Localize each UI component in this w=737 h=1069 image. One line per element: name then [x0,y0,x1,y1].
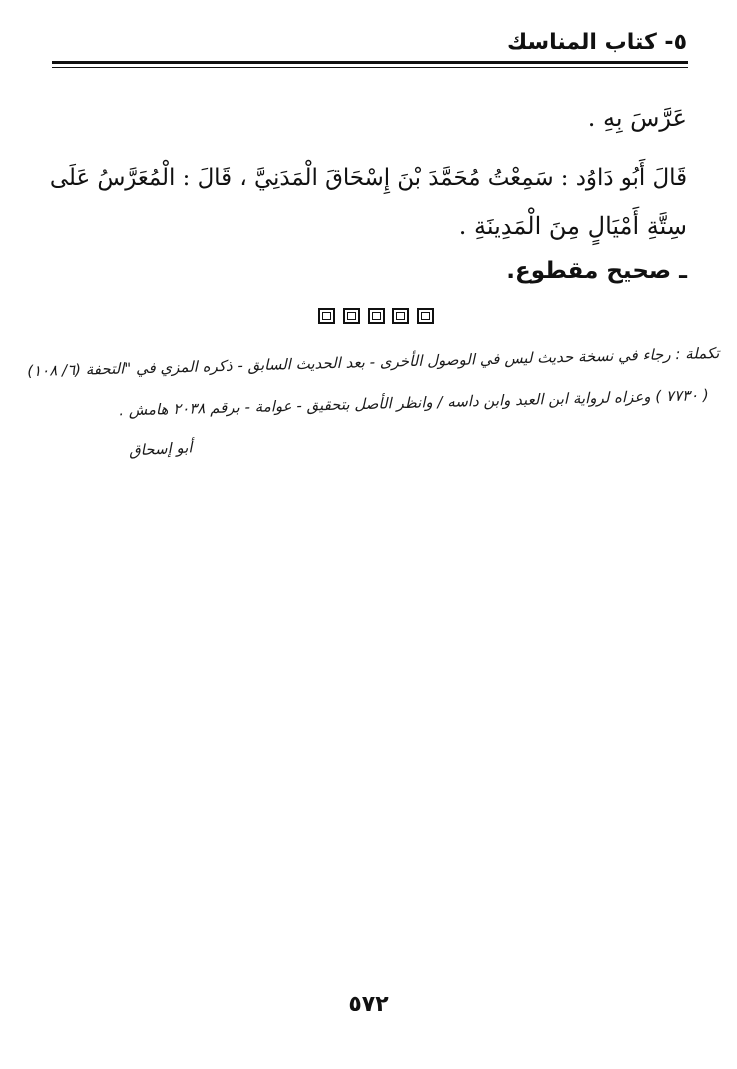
handwritten-signature: أبو إسحاق [128,438,193,460]
text-line-1: عَرَّسَ بِهِ . [587,104,687,132]
running-header-title: ٥- كتاب المناسك [507,30,687,55]
hadith-grading: ـ صحيح مقطوع. [506,258,687,284]
header-rule-thick [52,61,688,64]
separator-box [368,308,385,324]
text-line-2: قَالَ أَبُو دَاوُد : سَمِعْتُ مُحَمَّدَ بْنَ إِسْحَاقَ الْمَدَنِيَّ ، قَالَ : الْمُعَرَّسُ عَلَى [49,165,687,191]
header-rule-thin [52,67,688,68]
separator-box [343,308,360,324]
page-number: ٥٧٢ [348,992,389,1017]
section-separator [318,308,434,328]
separator-box [318,308,335,324]
handwritten-note-line-1: تكملة : رجاء في نسخة حديث ليس في الوصول الأخرى - بعد الحديث السابق - ذكره المزي في "التحفة (٦/ ١٠٨) [26,344,720,381]
text-line-3: سِتَّةِ أَمْيَالٍ مِنَ الْمَدِينَةِ . [458,212,687,240]
separator-box [417,308,434,324]
separator-box [392,308,409,324]
handwritten-note-line-2: ( ٧٧٣٠ ) وعزاه لرواية ابن العبد وابن داسه / وانظر الأصل بتحقيق - عوامة - برقم ٢٠٣٨ هامش . [119,386,710,420]
